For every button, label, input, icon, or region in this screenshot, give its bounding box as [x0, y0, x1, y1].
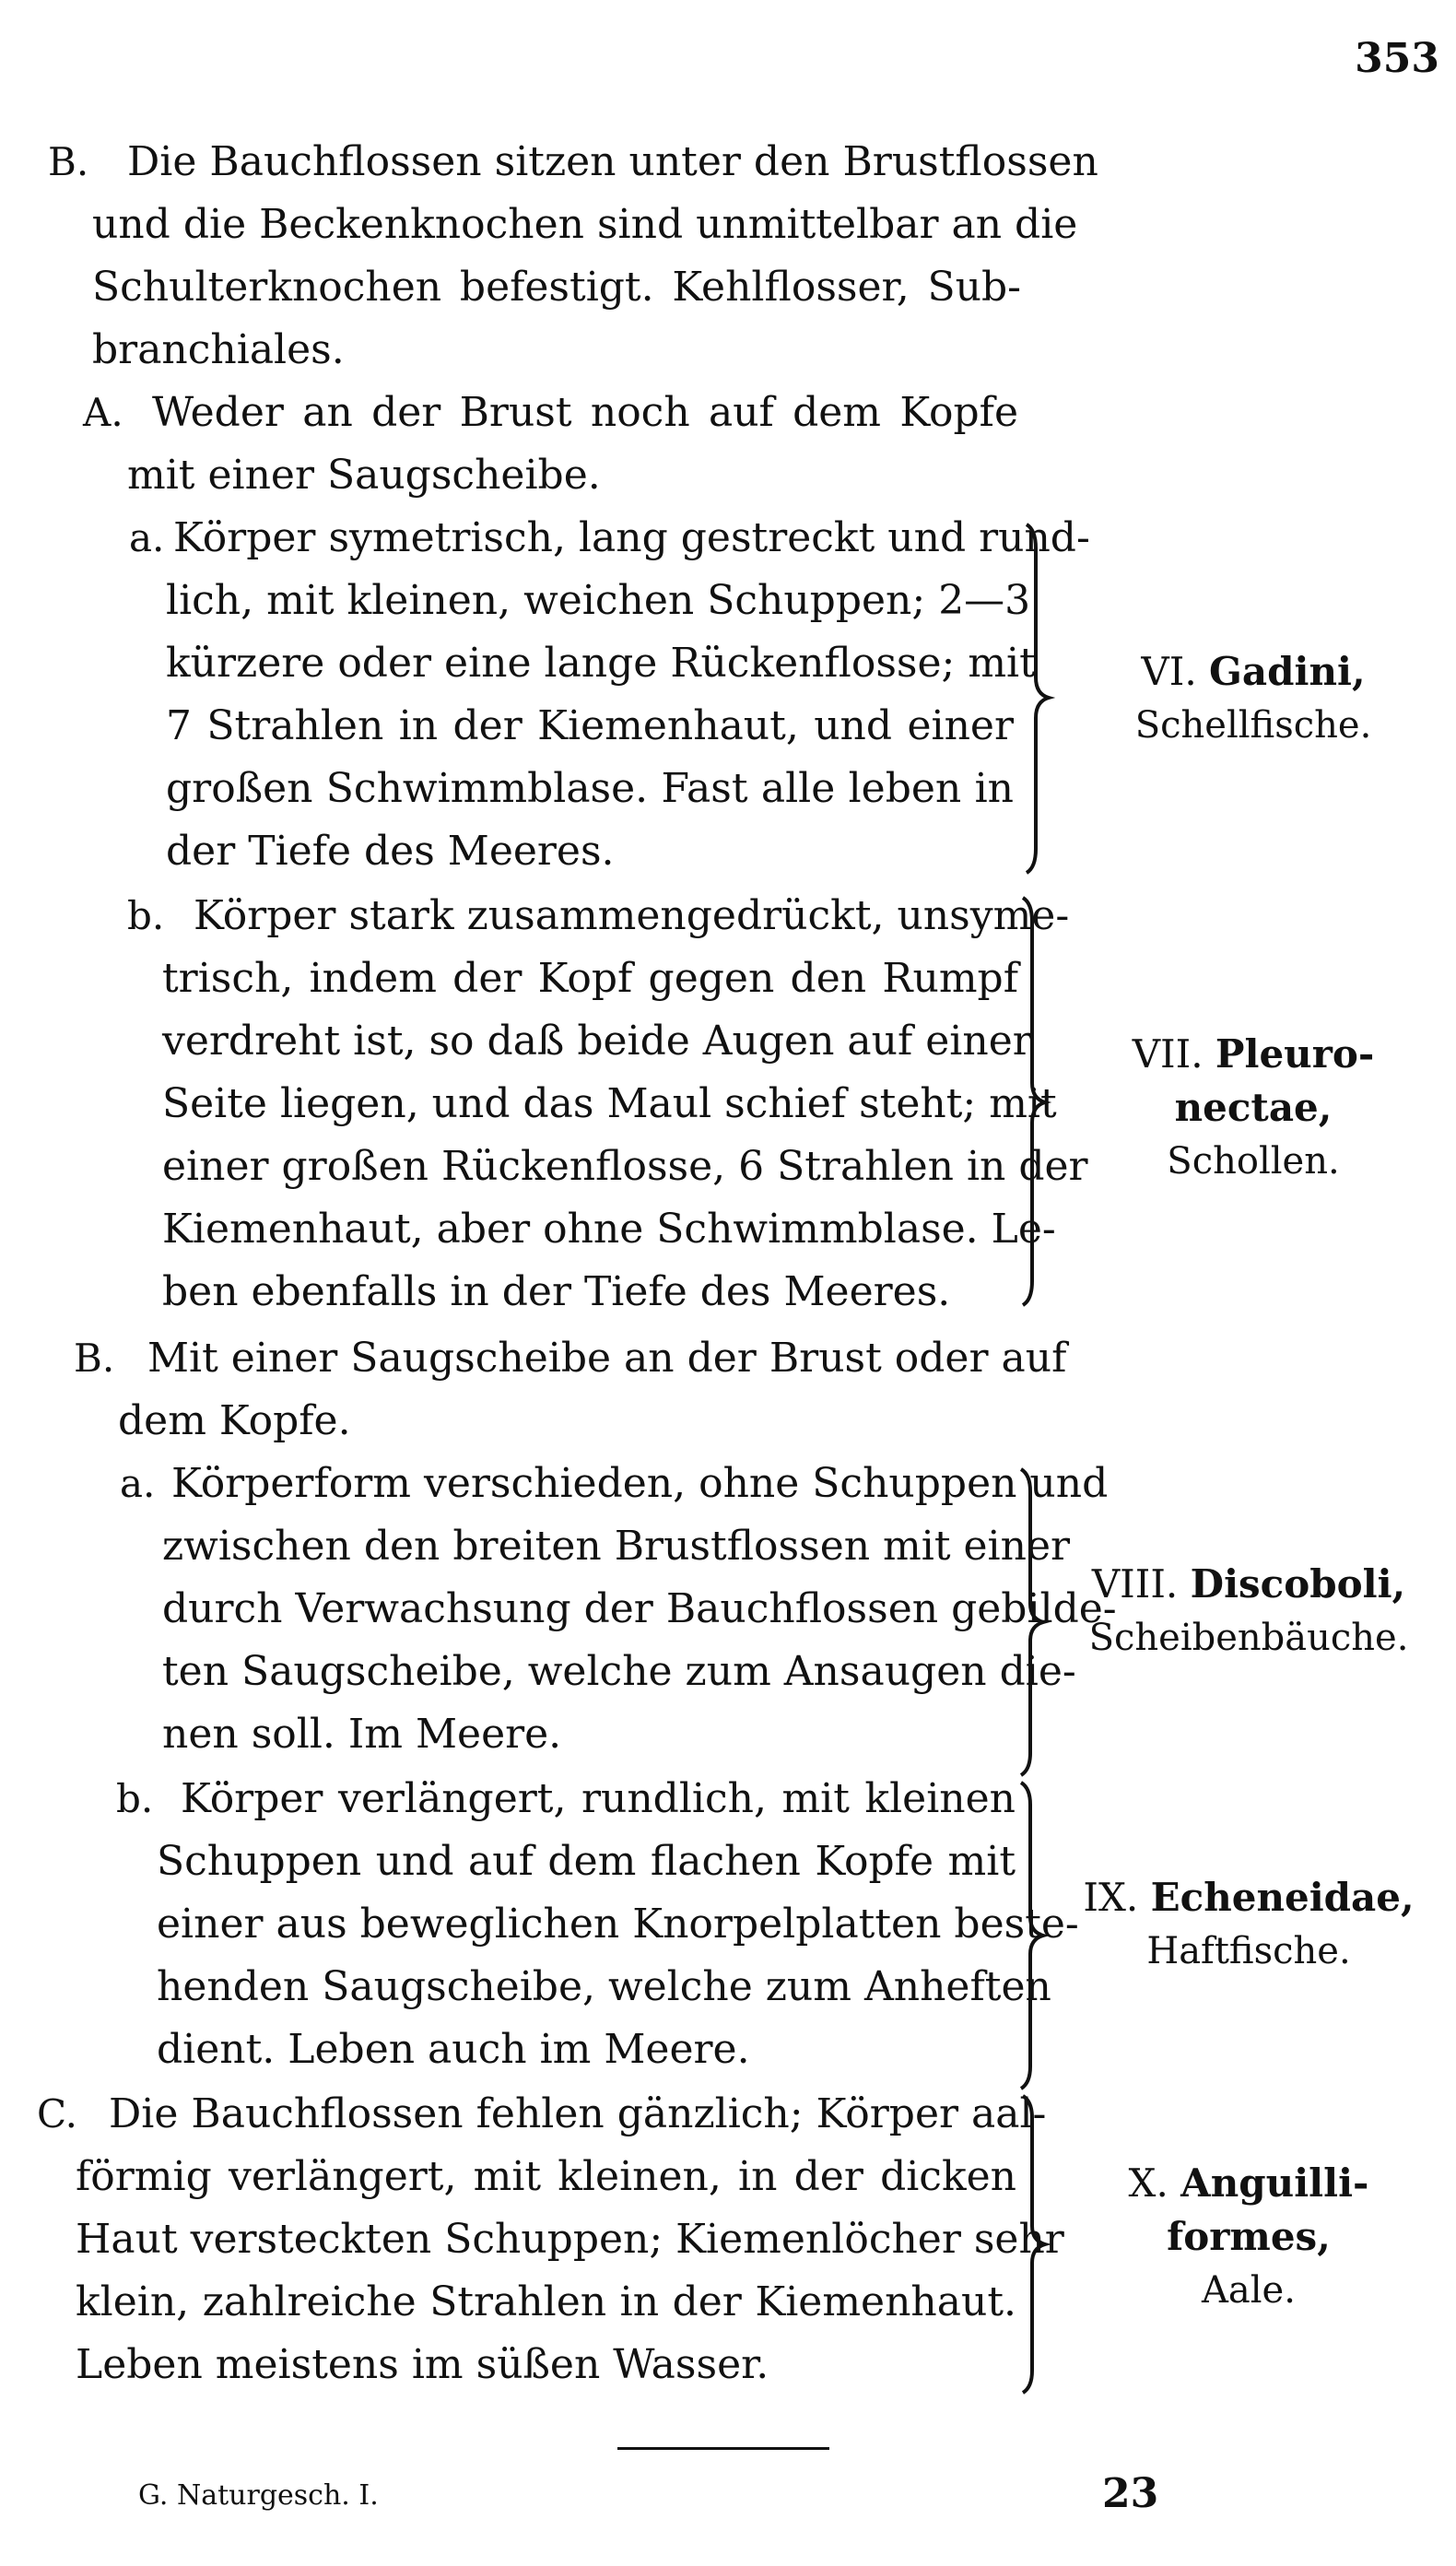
- section-b-text-cont: [92, 194, 1078, 382]
- family-label: VII. Pleuro- nectae, Schollen.: [1069, 1028, 1438, 1188]
- item-b-text: [181, 1768, 1016, 1830]
- page-number: 353: [1355, 35, 1439, 82]
- family-german-name: Scheibenbäuche.: [1088, 1617, 1409, 1659]
- item-b-text-cont: [162, 948, 1088, 1324]
- item-a-text: [173, 507, 1090, 570]
- text-line: lich, mit kleinen, weichen Schuppen; 2—3: [166, 577, 1031, 624]
- section-b-text: [127, 131, 1098, 194]
- text-line: durch Verwachsung der Bauchflossen gebilde-: [162, 1585, 1117, 1632]
- brace-icon: [1016, 1465, 1052, 1779]
- subsection-a-text-cont: [127, 444, 1018, 507]
- family-latin-name-cont: formes: [1167, 2214, 1318, 2259]
- footer-sheet-number: 23: [1102, 2470, 1159, 2517]
- family-number: X.: [1128, 2160, 1168, 2206]
- text-line: nen soll. Im Meere.: [162, 1711, 562, 1758]
- subsection-a-text: [152, 382, 1018, 444]
- family-number: VII.: [1132, 1031, 1204, 1077]
- text-line: Körper verlängert, rundlich, mit kleinen: [181, 1775, 1016, 1822]
- text-line: großen Schwimmblase. Fast alle leben in: [166, 765, 1014, 812]
- text-line: Die Bauchflossen sitzen unter den Brustflossen: [127, 138, 1098, 185]
- text-line: trisch, indem der Kopf gegen den Rumpf: [162, 955, 1018, 1002]
- text-line: Leben meistens im süßen Wasser.: [76, 2341, 769, 2388]
- text-line: kürzere oder eine lange Rückenflosse; mit: [166, 640, 1036, 687]
- family-latin-name: Echeneidae: [1150, 1875, 1401, 1920]
- text-line: dient. Leben auch im Meere.: [157, 2026, 750, 2073]
- text-line: branchiales.: [92, 326, 345, 373]
- family-latin-name-cont: nectae: [1174, 1085, 1319, 1130]
- text-line: verdreht ist, so daß beide Augen auf einer: [162, 1018, 1032, 1065]
- text-line: Weder an der Brust noch auf dem Kopfe: [152, 389, 1018, 436]
- text-line: Seite liegen, und das Maul schief steht; mit: [162, 1080, 1057, 1127]
- family-number: VIII.: [1091, 1561, 1179, 1607]
- family-label: X. Anguilli- formes, Aale.: [1060, 2157, 1438, 2317]
- family-latin-name: Gadini: [1209, 649, 1352, 694]
- text-line: einer aus beweglichen Knorpelplatten beste-: [157, 1901, 1079, 1948]
- text-line: Die Bauchflossen fehlen gänzlich; Körper aal-: [109, 2090, 1047, 2137]
- family-latin-name: Pleuro-: [1215, 1031, 1375, 1077]
- section-c-text: [109, 2083, 1047, 2146]
- item-a-text: [171, 1453, 1109, 1515]
- family-number: VI.: [1141, 649, 1197, 694]
- section-marker: B.: [48, 139, 89, 184]
- text-line: Haut versteckten Schuppen; Kiemenlöcher sehr: [76, 2216, 1064, 2263]
- family-latin-name: Anguilli-: [1180, 2160, 1369, 2206]
- item-b-text-cont: [157, 1830, 1079, 2081]
- subsection-marker: A.: [83, 390, 123, 435]
- section-marker: C.: [37, 2091, 77, 2136]
- text-line: und die Beckenknochen sind unmittelbar an die: [92, 201, 1078, 248]
- family-german-name: Haftfische.: [1146, 1930, 1351, 1972]
- item-marker: b.: [127, 893, 165, 938]
- text-line: der Tiefe des Meeres.: [166, 828, 615, 875]
- footer-signature: G. Naturgesch. I.: [138, 2479, 379, 2512]
- subsection-b2-text: [147, 1327, 1067, 1390]
- text-line: einer großen Rückenflosse, 6 Strahlen in der: [162, 1143, 1088, 1190]
- text-line: Schuppen und auf dem flachen Kopfe mit: [157, 1838, 1016, 1885]
- text-line: Körper symetrisch, lang gestreckt und rund-: [173, 514, 1090, 561]
- text-line: 7 Strahlen in der Kiemenhaut, und einer: [166, 702, 1014, 749]
- text-line: Kiemenhaut, aber ohne Schwimmblase. Le-: [162, 1206, 1056, 1253]
- item-marker: a.: [129, 515, 165, 560]
- family-german-name: Schellfische.: [1134, 704, 1372, 747]
- brace-icon: [1021, 521, 1058, 876]
- family-latin-name: Discoboli: [1190, 1561, 1392, 1607]
- text-line: Mit einer Saugscheibe an der Brust oder auf: [147, 1335, 1067, 1382]
- subsection-b2-text-cont: [118, 1390, 1018, 1453]
- family-label: VI. Gadini, Schellfische.: [1069, 645, 1438, 752]
- text-line: Körper stark zusammengedrückt, unsyme-: [194, 892, 1070, 939]
- item-marker: a.: [120, 1461, 156, 1506]
- brace-icon: [1016, 1779, 1052, 2092]
- text-line: ten Saugscheibe, welche zum Ansaugen die-: [162, 1648, 1076, 1695]
- section-c-text-cont: [76, 2146, 1064, 2396]
- text-line: klein, zahlreiche Strahlen in der Kiemenhaut.: [76, 2278, 1016, 2325]
- family-german-name: Aale.: [1202, 2269, 1296, 2312]
- text-line: mit einer Saugscheibe.: [127, 452, 601, 499]
- text-line: ben ebenfalls in der Tiefe des Meeres.: [162, 1268, 951, 1315]
- family-german-name: Schollen.: [1167, 1140, 1340, 1183]
- item-marker: b.: [116, 1776, 154, 1821]
- item-a-text-cont: [162, 1515, 1117, 1766]
- subsection-marker: B.: [74, 1336, 115, 1381]
- item-a-text-cont: [166, 570, 1036, 883]
- text-line: henden Saugscheibe, welche zum Anheften: [157, 1963, 1051, 2010]
- family-label: IX. Echeneidae, Haftfische.: [1060, 1871, 1438, 1978]
- footer-rule: [617, 2447, 829, 2450]
- text-line: Schulterknochen befestigt. Kehlflosser, Sub-: [92, 264, 1021, 311]
- text-line: Körperform verschieden, ohne Schuppen und: [171, 1460, 1109, 1507]
- brace-icon: [1017, 2092, 1054, 2396]
- family-number: IX.: [1083, 1875, 1139, 1920]
- text-line: dem Kopfe.: [118, 1397, 351, 1444]
- text-line: zwischen den breiten Brustflossen mit einer: [162, 1523, 1071, 1570]
- text-line: förmig verlängert, mit kleinen, in der dicken: [76, 2153, 1016, 2200]
- family-label: VIII. Discoboli, Scheibenbäuche.: [1060, 1558, 1438, 1665]
- item-b-text: [194, 885, 1070, 948]
- brace-icon: [1017, 894, 1054, 1309]
